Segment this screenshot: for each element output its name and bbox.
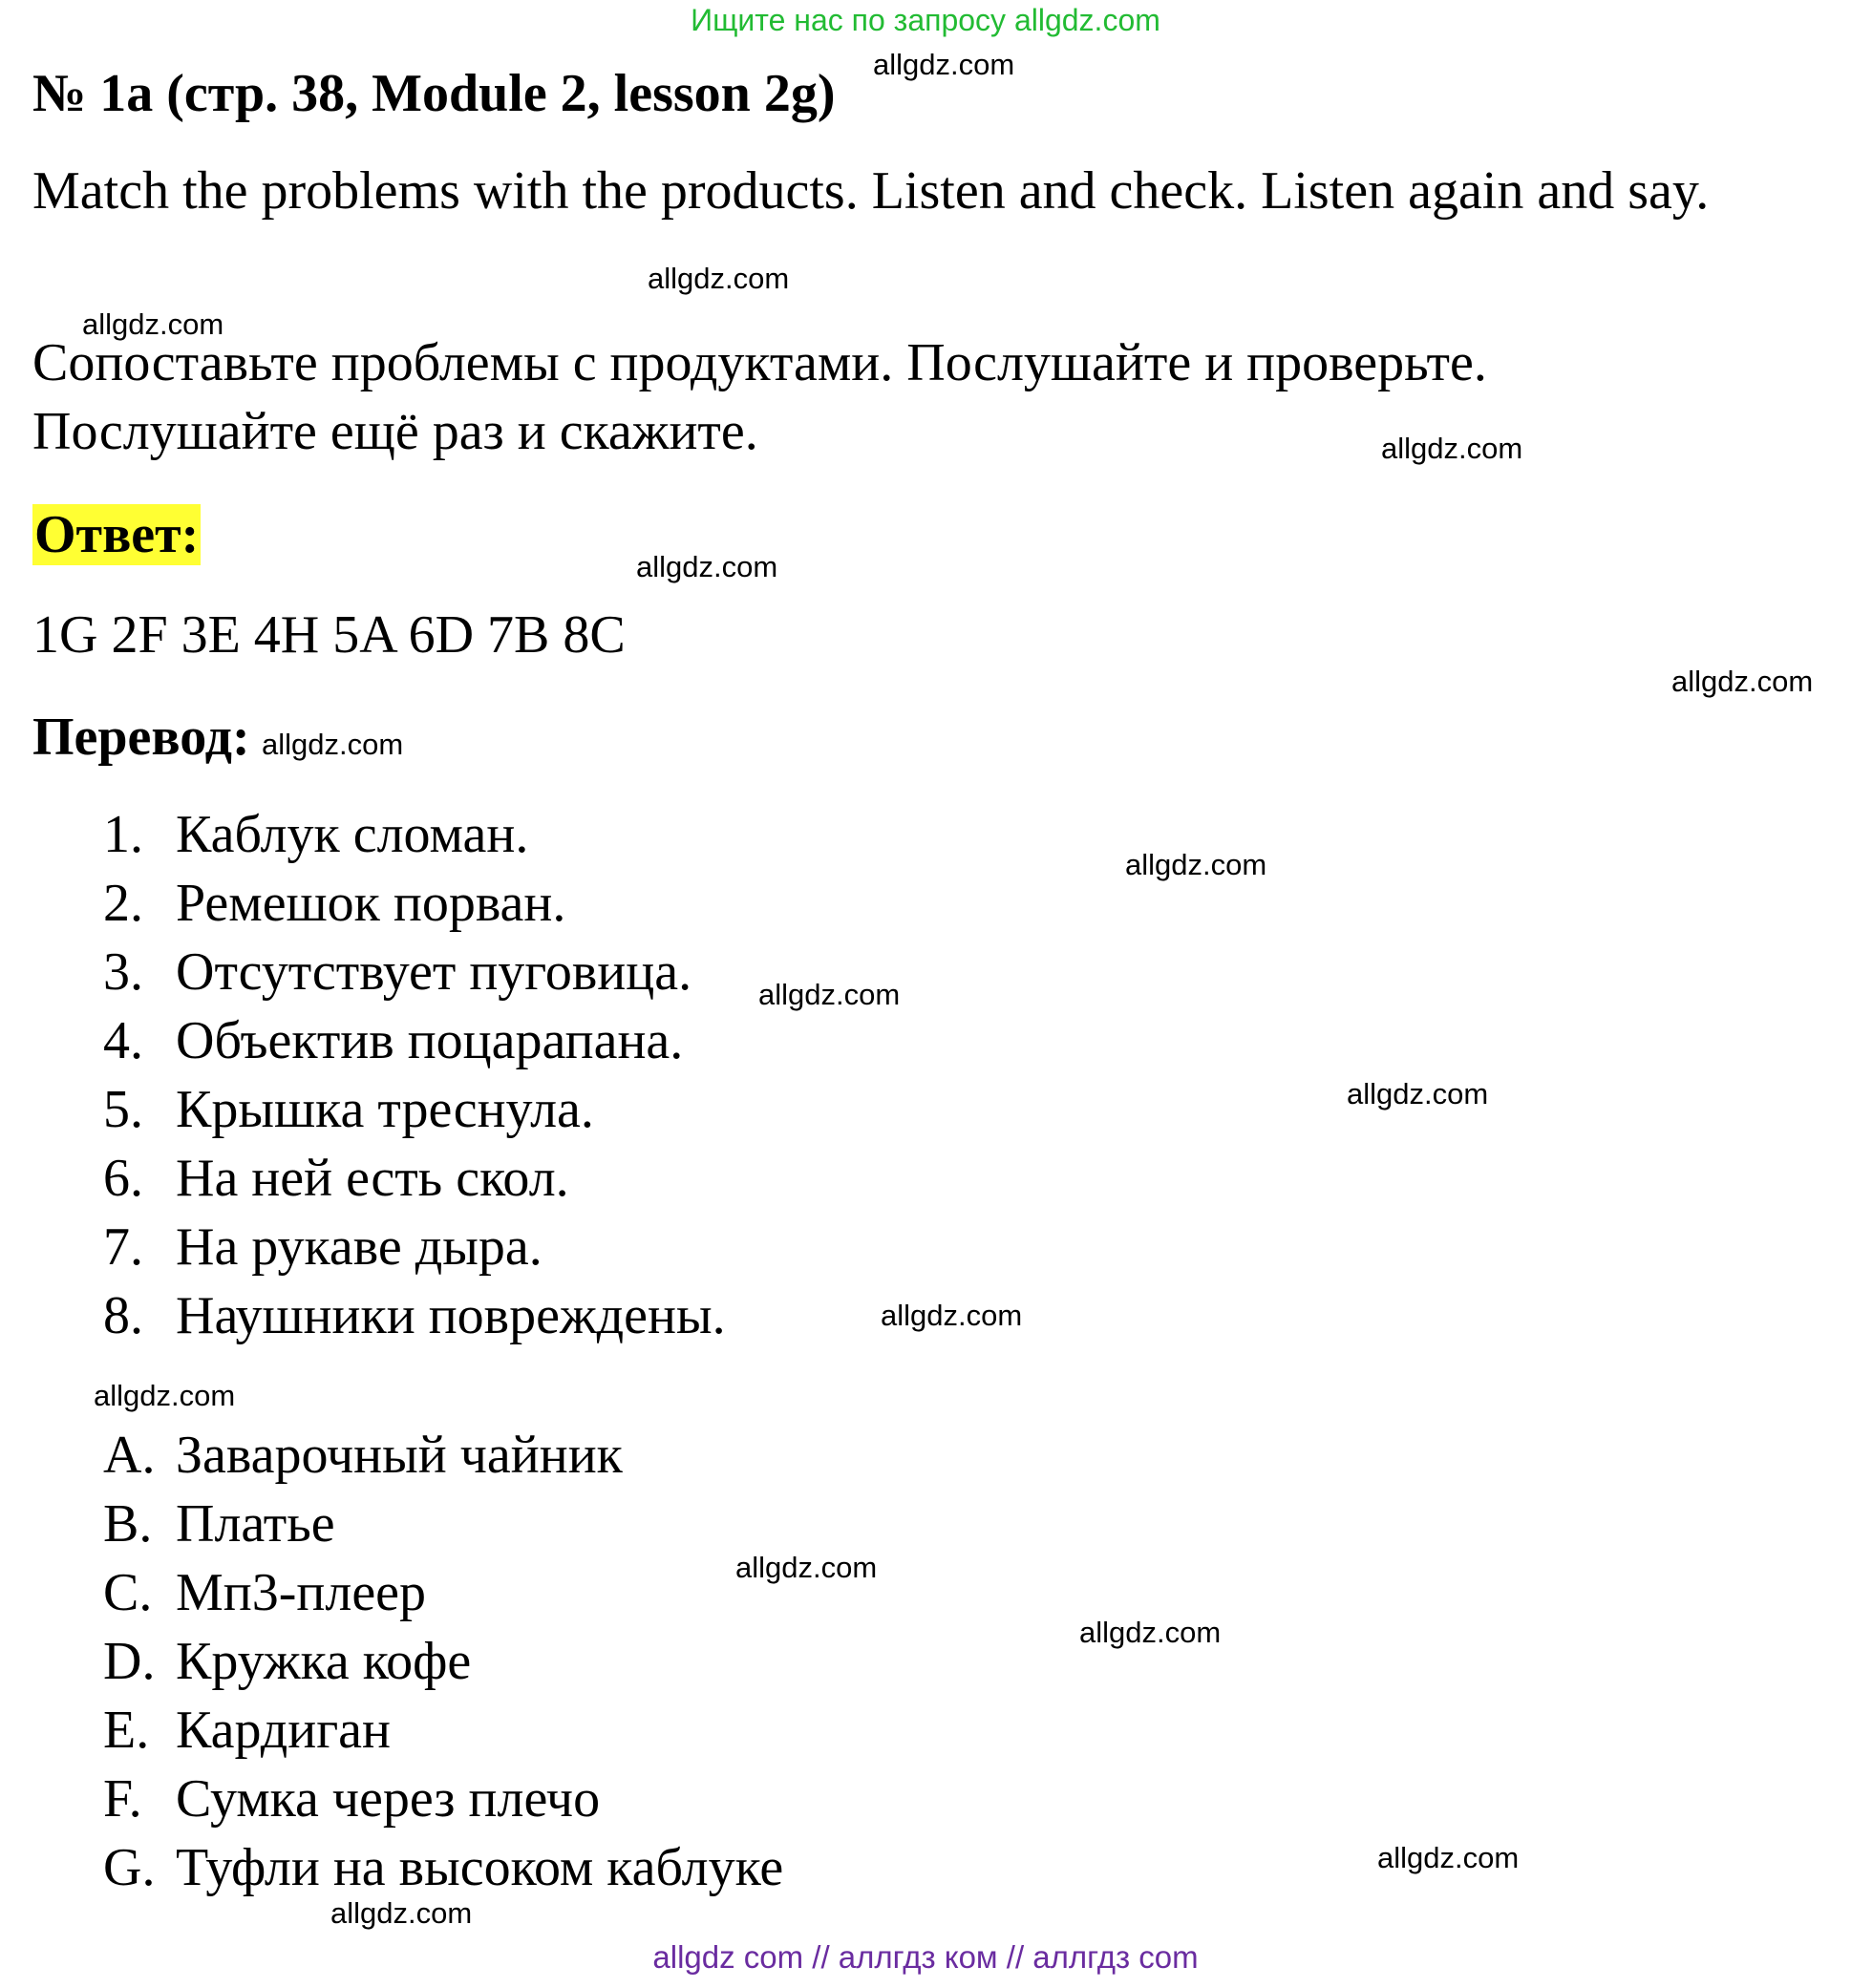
list-item [103,1213,543,1281]
list-item [103,1281,726,1350]
list-item [103,1696,391,1765]
watermark: allgdz.com [636,550,778,583]
item-text: На ней есть скол. [176,1149,569,1208]
watermark: allgdz.com [330,1896,473,1930]
item-text: Кружка кофе [176,1632,472,1691]
item-text: Ремешок порван. [176,874,566,933]
item-number: 6. [103,1149,143,1208]
item-text: Платье [176,1494,335,1554]
watermark: allgdz.com [1125,848,1267,881]
item-letter: D. [103,1632,156,1691]
list-item [103,1627,471,1696]
item-letter: B. [103,1494,153,1554]
item-letter: F. [103,1769,142,1829]
item-text: Каблук сломан. [176,805,529,864]
instruction-en: Match the problems with the products. Listen and check. Listen again and say. [32,161,1710,221]
list-item [103,1421,623,1490]
list-item [103,869,565,938]
translation-label: Перевод: [32,708,250,767]
item-letter: A. [103,1426,156,1485]
list-item [103,1075,594,1144]
watermark: allgdz.com [82,307,224,341]
item-number: 4. [103,1011,143,1070]
item-number: 3. [103,942,143,1002]
list-item [103,1006,683,1075]
watermark: allgdz.com [735,1551,878,1584]
item-number: 1. [103,805,143,864]
instruction-ru-line1: Сопоставьте проблемы с продуктами. Послушайте и проверьте. [32,333,1487,392]
watermark: allgdz.com [1347,1077,1489,1110]
list-item [103,1833,783,1902]
item-text: На рукаве дыра. [176,1217,543,1277]
item-number: 5. [103,1080,143,1139]
watermark: allgdz.com [758,978,901,1011]
watermark: allgdz.com [1377,1841,1520,1874]
item-text: Крышка треснула. [176,1080,594,1139]
item-number: 7. [103,1217,143,1277]
item-number: 2. [103,874,143,933]
top-banner[interactable]: Ищите нас по запросу allgdz.com [691,3,1160,37]
list-item [103,1558,426,1627]
item-text: Отсутствует пуговица. [176,942,692,1002]
list-item [103,938,691,1006]
item-text: Наушники повреждены. [176,1286,726,1345]
watermark: allgdz.com [873,48,1015,81]
item-text: Сумка через плечо [176,1769,601,1829]
list-item [103,1144,569,1213]
item-number: 8. [103,1286,143,1345]
item-text: Объектив поцарапана. [176,1011,684,1070]
item-text: Кардиган [176,1701,391,1760]
watermark: allgdz.com [262,728,404,761]
list-item [103,800,528,869]
item-text: Мп3-плеер [176,1563,427,1622]
item-text: Заварочный чайник [176,1426,623,1485]
list-item [103,1765,600,1833]
item-text: Туфли на высоком каблуке [176,1838,784,1897]
item-letter: G. [103,1838,156,1897]
footer-links[interactable]: allgdz com // аллгдз ком // аллгдз com [652,1939,1199,1975]
list-item [103,1490,335,1558]
answer-label: Ответ: [34,505,200,564]
instruction-ru-line2: Послушайте ещё раз и скажите. [32,402,758,461]
item-letter: C. [103,1563,153,1622]
watermark: allgdz.com [648,262,790,295]
watermark: allgdz.com [1381,432,1523,465]
watermark: allgdz.com [1671,665,1814,698]
watermark: allgdz.com [881,1299,1023,1332]
answer-text: 1G 2F 3E 4H 5A 6D 7B 8C [32,605,626,665]
item-letter: E. [103,1701,150,1760]
watermark: allgdz.com [1079,1616,1222,1649]
watermark: allgdz.com [94,1379,236,1412]
task-title: № 1a (стр. 38, Module 2, lesson 2g) [32,64,836,123]
